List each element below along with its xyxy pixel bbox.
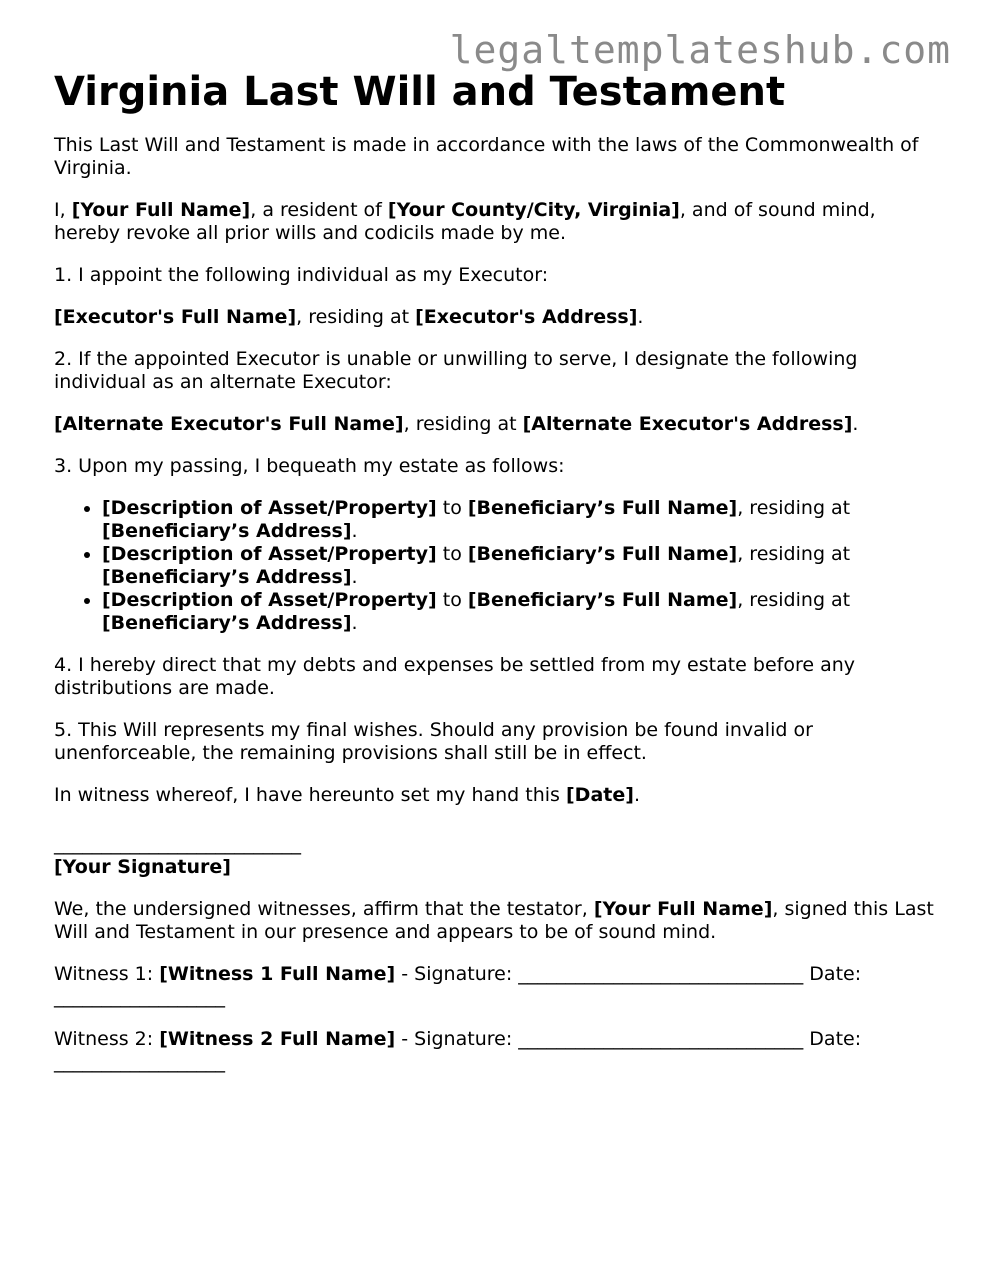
signature-line: __________________________ — [54, 833, 301, 855]
bequest-to: to — [436, 589, 468, 611]
beneficiary-name-placeholder: [Beneficiary’s Full Name] — [467, 589, 738, 611]
section-1-text: 1. I appoint the following individual as my Executor: — [54, 264, 549, 286]
beneficiary-name-placeholder: [Beneficiary’s Full Name] — [467, 543, 738, 565]
witness-signature-label: - Signature: — [395, 963, 519, 985]
asset-placeholder: [Description of Asset/Property] — [102, 589, 437, 611]
bequest-item — [102, 497, 934, 543]
declaration-mid: , a resident of — [250, 199, 388, 221]
asset-placeholder: [Description of Asset/Property] — [102, 497, 437, 519]
section-4-text: 4. I hereby direct that my debts and expenses be settled from my estate before any distributions are made. — [54, 654, 856, 699]
testator-signature-block — [54, 833, 934, 879]
beneficiary-address-placeholder: [Beneficiary’s Address] — [102, 520, 352, 542]
attestation-paragraph — [54, 898, 934, 944]
bequest-item — [102, 543, 934, 589]
bequest-to: to — [436, 543, 468, 565]
executor-end: . — [637, 306, 644, 328]
witness-clause — [54, 784, 934, 807]
witness-signature-line: ______________________________ — [518, 963, 804, 985]
declaration-paragraph — [54, 199, 934, 245]
witness-signature-label: - Signature: — [395, 1028, 519, 1050]
alternate-executor-residing: , residing at — [403, 413, 523, 435]
testator-name-placeholder: [Your Full Name] — [71, 199, 251, 221]
witness-date-label: Date: — [803, 963, 862, 985]
bequest-residing: , residing at — [737, 543, 851, 565]
witness-signature-line: ______________________________ — [518, 1028, 804, 1050]
document-body — [54, 68, 934, 1093]
witness-name-placeholder: [Witness 1 Full Name] — [159, 963, 396, 985]
attestation-name-placeholder: [Your Full Name] — [593, 898, 773, 920]
alternate-executor-address-placeholder: [Alternate Executor's Address] — [522, 413, 853, 435]
alternate-executor-name-placeholder: [Alternate Executor's Full Name] — [54, 413, 404, 435]
witness-clause-pre: In witness whereof, I have hereunto set my hand this — [54, 784, 566, 806]
attestation-pre: We, the undersigned witnesses, affirm that the testator, — [54, 898, 594, 920]
date-placeholder: [Date] — [566, 784, 634, 806]
section-3-text: 3. Upon my passing, I bequeath my estate as follows: — [54, 455, 565, 477]
declaration-post: , and of sound mind, hereby revoke all prior wills and codicils made by me. — [54, 199, 876, 244]
watermark-logo: legaltemplateshub.com — [449, 28, 951, 72]
witness-2-line — [54, 1028, 934, 1074]
section-5-text: 5. This Will represents my final wishes. Should any provision be found invalid or unenforceable, the remaining provisions shall still be in effect. — [54, 719, 813, 764]
bequest-end: . — [351, 612, 358, 634]
intro-paragraph: This Last Will and Testament is made in accordance with the laws of the Commonwealth of Virginia. — [54, 134, 919, 179]
executor-line — [54, 306, 934, 329]
section-2-text: 2. If the appointed Executor is unable or unwilling to serve, I designate the following individual as an alternate Executor: — [54, 348, 858, 393]
residence-placeholder: [Your County/City, Virginia] — [387, 199, 680, 221]
signature-label: [Your Signature] — [54, 856, 231, 878]
executor-residing: , residing at — [296, 306, 416, 328]
witness-name-placeholder: [Witness 2 Full Name] — [159, 1028, 396, 1050]
alternate-executor-line — [54, 413, 934, 436]
beneficiary-address-placeholder: [Beneficiary’s Address] — [102, 612, 352, 634]
witness-label: Witness 2: — [54, 1028, 160, 1050]
bequest-residing: , residing at — [737, 497, 851, 519]
beneficiary-address-placeholder: [Beneficiary’s Address] — [102, 566, 352, 588]
witness-label: Witness 1: — [54, 963, 160, 985]
bequest-list — [54, 497, 934, 635]
bequest-item — [102, 589, 934, 635]
alternate-executor-end: . — [852, 413, 859, 435]
page-title: Virginia Last Will and Testament — [54, 69, 786, 115]
witness-date-line: __________________ — [54, 1051, 225, 1073]
asset-placeholder: [Description of Asset/Property] — [102, 543, 437, 565]
bequest-to: to — [436, 497, 468, 519]
witness-date-label: Date: — [803, 1028, 862, 1050]
executor-name-placeholder: [Executor's Full Name] — [54, 306, 297, 328]
attestation-post: , signed this Last Will and Testament in our presence and appears to be of sound mind. — [54, 898, 934, 943]
bequest-end: . — [351, 566, 358, 588]
beneficiary-name-placeholder: [Beneficiary’s Full Name] — [467, 497, 738, 519]
witness-1-line — [54, 963, 934, 1009]
bequest-residing: , residing at — [737, 589, 851, 611]
declaration-pre: I, — [54, 199, 72, 221]
witness-date-line: __________________ — [54, 986, 225, 1008]
bequest-end: . — [351, 520, 358, 542]
witness-clause-end: . — [633, 784, 640, 806]
executor-address-placeholder: [Executor's Address] — [415, 306, 638, 328]
